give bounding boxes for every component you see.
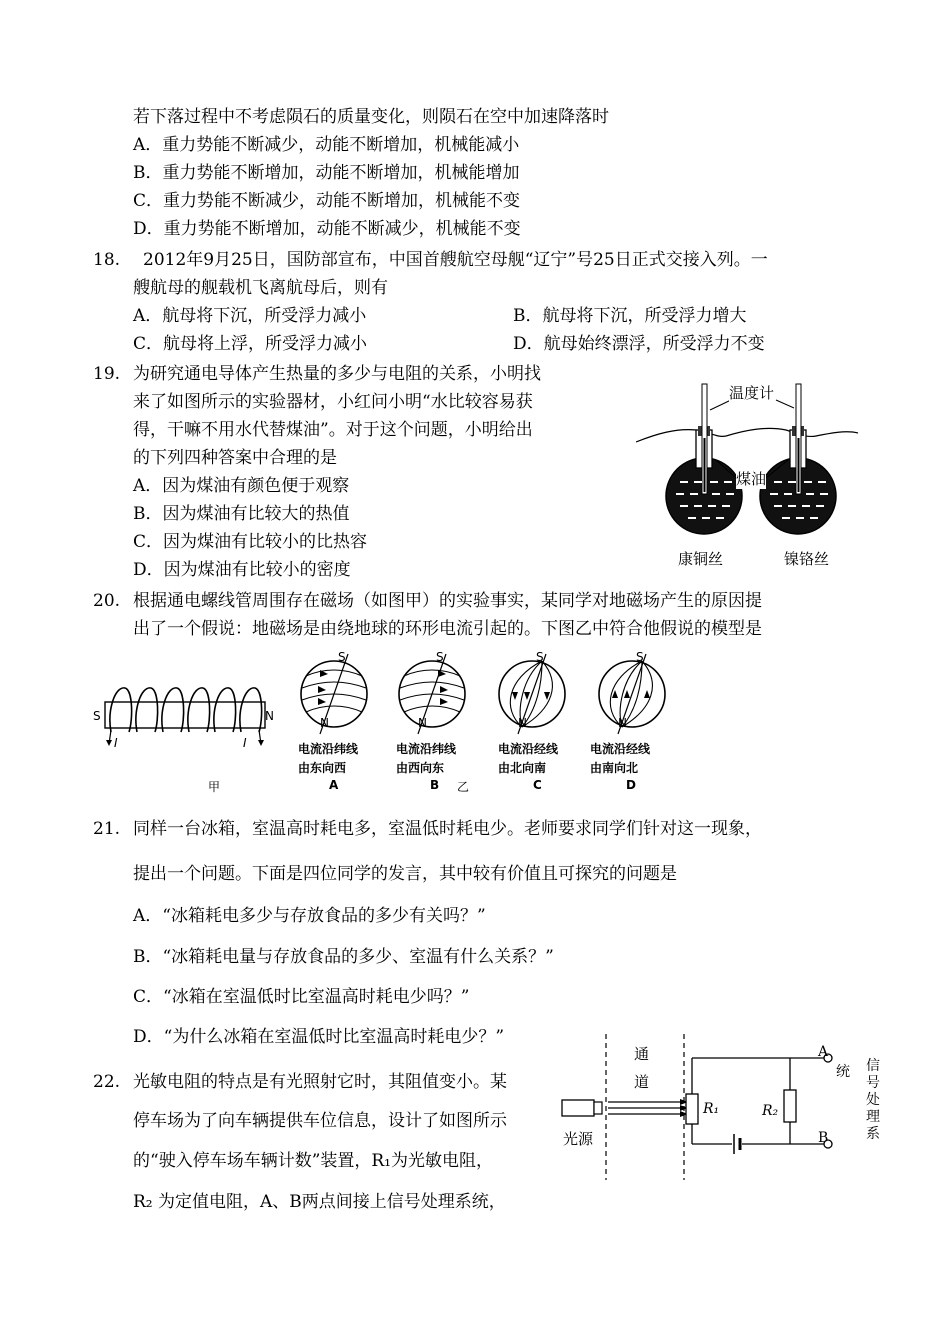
q19-line1: 为研究通电导体产生热量的多少与电阻的关系，小明找 [133,364,541,384]
q21-option-b: B．“冰箱耗电量与存放食品的多少、室温有什么关系？” [133,947,554,967]
q22-circuit-figure [556,1030,846,1180]
globe-c-caption-2: 由北向南 [498,761,547,775]
q20-line2: 出了一个假说：地磁场是由绕地球的环形电流引起的。下图乙中符合他假说的模型是 [133,619,762,639]
q18-option-a: A．航母将下沉，所受浮力减小 [133,306,367,326]
globe-b-caption-1: 电流沿纬线 [396,742,457,756]
q18-number: 18. [93,250,121,270]
q20-current-left: I [114,736,118,750]
q19-option-b: B．因为煤油有比较大的热值 [133,504,350,524]
globe-c-caption-1: 电流沿经线 [498,742,559,756]
q17-intro: 若下落过程中不考虑陨石的质量变化，则陨石在空中加速降落时 [133,107,609,127]
q17-option-b: B．重力势能不断增加，动能不断增加，机械能增加 [133,163,520,183]
globe-a-letter: A [329,778,339,792]
q19-number: 19. [93,364,121,384]
globe-b-letter: B [430,778,440,792]
q22-channel-char-2: 道 [634,1073,650,1091]
q22-tong-label: 统 [836,1064,850,1080]
q21-option-a: A．“冰箱耗电多少与存放食品的多少有关吗？” [133,906,486,926]
q19-right-wire-label: 镍铬丝 [784,550,830,568]
q20-solenoid-n: N [265,709,274,723]
globe-a-s: S [338,650,346,664]
q19-option-a: A．因为煤油有颜色便于观察 [133,476,350,496]
q22-point-a: A [818,1044,829,1060]
globe-d-s: S [636,650,644,664]
q20-solenoid-figure [93,680,283,750]
q19-line3: 得，干嘛不用水代替煤油”。对于这个问题，小明给出 [133,420,533,440]
globe-c-n: N [518,716,527,730]
globe-d-caption-1: 电流沿经线 [590,742,651,756]
q22-line2: 停车场为了向车辆提供车位信息，设计了如图所示 [133,1111,507,1131]
q22-r1-label: R₁ [703,1101,720,1117]
globe-c-letter: C [533,778,542,792]
q22-r2-label: R₂ [762,1103,779,1119]
q20-line1: 根据通电螺线管周围存在磁场（如图甲）的实验事实，某同学对地磁场产生的原因提 [133,591,762,611]
q18-option-d: D．航母始终漂浮，所受浮力不变 [513,334,765,354]
q18-line1: 2012年9月25日，国防部宣布，中国首艘航空母舰“辽宁”号25日正式交接入列。一 [143,250,768,270]
q19-left-wire-label: 康铜丝 [678,550,724,568]
q22-signal-system-label: 信号处理系 [866,1058,880,1142]
q20-jia-label: 甲 [208,780,221,794]
q19-line2: 来了如图所示的实验器材，小红问小明“水比较容易获 [133,392,533,412]
q17-option-d: D．重力势能不断增加，动能不断减少，机械能不变 [133,219,521,239]
q19-oil-label: 煤油 [736,470,767,488]
globe-c-s: S [536,650,544,664]
q17-option-a: A．重力势能不断减少，动能不断增加，机械能减小 [133,135,520,155]
q21-line1: 同样一台冰箱，室温高时耗电多，室温低时耗电少。老师要求同学们针对这一现象， [133,819,762,839]
q22-number: 22. [93,1072,121,1092]
q20-current-right: I [243,736,247,750]
q21-line2: 提出一个问题。下面是四位同学的发言，其中较有价值且可探究的问题是 [133,864,677,884]
q20-solenoid-s: S [93,709,101,723]
globe-d-letter: D [626,778,636,792]
globe-d-caption-2: 由南向北 [590,761,639,775]
q17-option-c: C．重力势能不断减少，动能不断增加，机械能不变 [133,191,521,211]
q22-line1: 光敏电阻的特点是有光照射它时，其阻值变小。某 [133,1072,507,1092]
globe-a-caption-2: 由东向西 [298,761,347,775]
globe-d-n: N [618,716,627,730]
q20-yi-label: 乙 [457,780,470,794]
globe-a-caption-1: 电流沿纬线 [298,742,359,756]
globe-a-n: N [320,716,329,730]
q19-flask-figure [636,378,862,550]
globe-b-s: S [436,650,444,664]
globe-b-caption-2: 由西向东 [396,761,445,775]
q18-line2: 艘航母的舰载机飞离航母后，则有 [133,278,388,298]
q22-light-source-label: 光源 [563,1130,594,1148]
q20-number: 20. [93,591,121,611]
q21-option-c: C．“冰箱在室温低时比室温高时耗电少吗？” [133,987,470,1007]
q22-point-b: B [818,1130,829,1146]
q22-channel-char-1: 通 [634,1045,650,1063]
q19-option-d: D．因为煤油有比较小的密度 [133,560,351,580]
q18-option-c: C．航母将上浮，所受浮力减小 [133,334,368,354]
q21-number: 21. [93,819,121,839]
q22-line3: 的“驶入停车场车辆计数”装置，R₁为光敏电阻， [133,1151,493,1171]
globe-b-n: N [418,716,427,730]
q19-line4: 的下列四种答案中合理的是 [133,448,337,468]
q22-line4: R₂ 为定值电阻，A、B两点间接上信号处理系统， [133,1192,506,1212]
q19-thermometer-label: 温度计 [729,384,775,402]
q21-option-d: D．“为什么冰箱在室温低时比室温高时耗电少？” [133,1027,505,1047]
q18-option-b: B．航母将下沉，所受浮力增大 [513,306,747,326]
q19-option-c: C．因为煤油有比较小的比热容 [133,532,368,552]
